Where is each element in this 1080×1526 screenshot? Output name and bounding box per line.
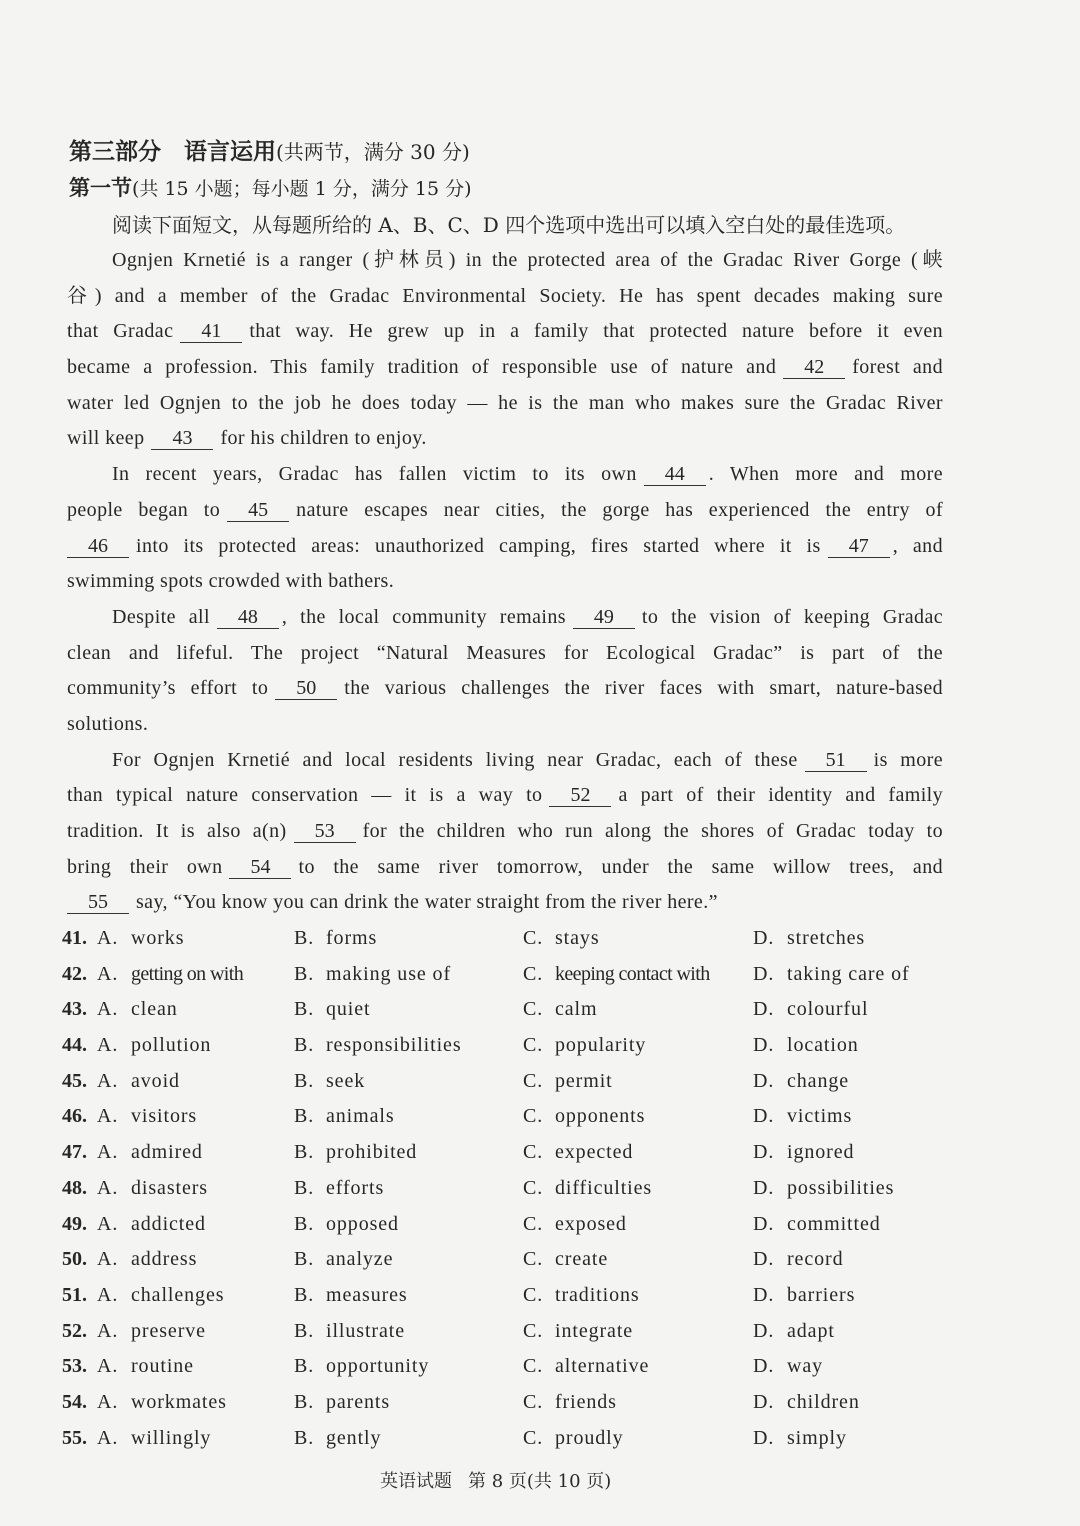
option-a: avoid xyxy=(131,1069,180,1092)
option-letter-d: D. xyxy=(753,1426,775,1449)
passage-text: water led Ognjen to the job he does today — he is the man who makes sure the Gradac River xyxy=(67,391,943,414)
passage-text: community’s effort to xyxy=(67,677,269,700)
option-b: efforts xyxy=(326,1176,385,1199)
passage-line xyxy=(67,314,943,350)
passage-text: will keep xyxy=(67,427,145,450)
option-letter-b: B. xyxy=(294,1034,315,1057)
option-a: works xyxy=(131,927,185,949)
option-letter-a: A. xyxy=(97,1212,119,1235)
option-letter-b: B. xyxy=(294,1212,315,1235)
option-letter-c: C. xyxy=(523,1105,544,1128)
passage-text: Despite all xyxy=(112,605,210,628)
passage-text: swimming spots crowded with bathers. xyxy=(67,570,395,593)
option-letter-b: B. xyxy=(294,1069,315,1092)
option-letter-d: D. xyxy=(753,962,775,985)
option-letter-a: A. xyxy=(97,1355,119,1378)
question-row xyxy=(0,957,1080,993)
question-row xyxy=(0,1385,1080,1421)
option-letter-c: C. xyxy=(523,1283,544,1306)
passage-text: the various challenges the river faces with smart, nature-based xyxy=(344,677,943,700)
passage-text: . When more and more xyxy=(708,463,943,486)
option-letter-b: B. xyxy=(294,1105,315,1128)
footer-subject: 英语试题 xyxy=(380,1471,452,1492)
option-letter-d: D. xyxy=(753,1390,775,1413)
blank-55: 55 xyxy=(67,891,129,914)
option-letter-d: D. xyxy=(753,1319,775,1342)
passage-line xyxy=(67,671,943,707)
option-c: popularity xyxy=(555,1034,647,1057)
option-letter-a: A. xyxy=(97,1248,119,1271)
option-c: opponents xyxy=(555,1105,646,1128)
option-letter-c: C. xyxy=(523,1212,544,1235)
option-c: stays xyxy=(555,927,600,949)
option-b: parents xyxy=(326,1390,391,1413)
option-d: simply xyxy=(787,1426,847,1449)
passage-line xyxy=(67,529,943,565)
option-c: alternative xyxy=(555,1355,650,1378)
option-d: possibilities xyxy=(787,1176,895,1199)
passage-text: In recent years, Gradac has fallen victim to its own xyxy=(112,463,637,486)
instructions: 阅读下面短文，从每题所给的 A、B、C、D 四个选项中选出可以填入空白处的最佳选项。 xyxy=(112,213,906,237)
option-letter-c: C. xyxy=(523,1176,544,1199)
page-footer xyxy=(380,1468,611,1496)
passage-line xyxy=(67,564,943,600)
option-a: willingly xyxy=(131,1426,212,1449)
option-letter-a: A. xyxy=(97,1141,119,1164)
question-number: 41. xyxy=(62,927,87,949)
option-b: gently xyxy=(326,1426,382,1449)
option-d: change xyxy=(787,1069,850,1092)
option-letter-a: A. xyxy=(97,1034,119,1057)
question-row xyxy=(0,921,1080,957)
option-c: exposed xyxy=(555,1212,627,1235)
option-letter-c: C. xyxy=(523,1319,544,1342)
passage-text: a part of their identity and family xyxy=(618,784,944,807)
option-b: analyze xyxy=(326,1248,394,1271)
blank-45: 45 xyxy=(227,499,289,522)
option-letter-a: A. xyxy=(97,998,119,1021)
option-c: create xyxy=(555,1248,609,1271)
option-a: clean xyxy=(131,998,178,1021)
question-row xyxy=(0,1135,1080,1171)
option-b: making use of xyxy=(326,962,452,985)
option-letter-b: B. xyxy=(294,1390,315,1413)
option-c: keeping contact with xyxy=(555,962,710,985)
passage-line xyxy=(67,814,943,850)
option-b: animals xyxy=(326,1105,395,1128)
option-d: ignored xyxy=(787,1141,855,1164)
option-letter-a: A. xyxy=(97,1069,119,1092)
options-list xyxy=(0,921,1080,1456)
option-letter-a: A. xyxy=(97,1105,119,1128)
passage-text: that way. He grew up in a family that protected nature before it even xyxy=(249,320,944,343)
blank-41: 41 xyxy=(180,320,242,343)
question-number: 42. xyxy=(62,962,87,985)
option-b: forms xyxy=(326,927,378,949)
option-letter-d: D. xyxy=(753,1283,775,1306)
question-row xyxy=(0,1242,1080,1278)
option-b: opportunity xyxy=(326,1355,430,1378)
option-letter-d: D. xyxy=(753,1069,775,1092)
question-row xyxy=(0,1421,1080,1457)
option-b: illustrate xyxy=(326,1319,405,1342)
option-letter-d: D. xyxy=(753,1034,775,1057)
option-letter-b: B. xyxy=(294,1283,315,1306)
option-letter-a: A. xyxy=(97,962,119,985)
passage-line xyxy=(67,850,943,886)
option-d: way xyxy=(787,1355,824,1378)
passage-text: became a profession. This family tradition of responsible use of nature and xyxy=(67,356,777,379)
question-number: 48. xyxy=(62,1176,87,1199)
option-d: children xyxy=(787,1390,860,1413)
passage-text: solutions. xyxy=(67,712,149,735)
question-number: 43. xyxy=(62,998,87,1021)
footer-page-number: 第 8 页(共 10 页) xyxy=(468,1471,612,1492)
passage-text: , and xyxy=(892,534,943,557)
passage-text: clean and lifeful. The project “Natural Measures for Ecological Gradac” is part of the xyxy=(67,641,943,664)
passage-line xyxy=(67,743,943,779)
option-letter-a: A. xyxy=(97,1426,119,1449)
question-number: 46. xyxy=(62,1105,87,1128)
section-heading xyxy=(69,173,472,205)
option-c: permit xyxy=(555,1069,613,1092)
passage-text: say, “You know you can drink the water straight from the river here.” xyxy=(136,891,718,914)
option-c: calm xyxy=(555,998,598,1021)
question-row xyxy=(0,1064,1080,1100)
question-row xyxy=(0,1207,1080,1243)
option-b: seek xyxy=(326,1069,366,1092)
question-number: 49. xyxy=(62,1212,87,1235)
option-a: getting on with xyxy=(131,962,244,985)
passage-line xyxy=(67,885,943,921)
blank-48: 48 xyxy=(217,606,279,629)
blank-53: 53 xyxy=(294,820,356,843)
passage-text: to the same river tomorrow, under the same willow trees, and xyxy=(298,855,943,878)
blank-49: 49 xyxy=(573,606,635,629)
blank-43: 43 xyxy=(151,427,213,450)
option-letter-d: D. xyxy=(753,927,775,949)
option-b: quiet xyxy=(326,998,371,1021)
option-letter-c: C. xyxy=(523,962,544,985)
passage-text: for the children who run along the shores of Gradac today to xyxy=(362,820,943,842)
option-letter-d: D. xyxy=(753,1355,775,1378)
option-letter-b: B. xyxy=(294,998,315,1021)
option-letter-c: C. xyxy=(523,1069,544,1092)
question-row xyxy=(0,992,1080,1028)
option-letter-a: A. xyxy=(97,1283,119,1306)
passage-line xyxy=(67,421,943,457)
option-b: responsibilities xyxy=(326,1034,462,1057)
option-d: taking care of xyxy=(787,962,910,985)
passage-text: for his children to enjoy. xyxy=(220,427,427,450)
question-row xyxy=(0,1171,1080,1207)
option-a: disasters xyxy=(131,1176,208,1199)
question-number: 55. xyxy=(62,1426,87,1449)
option-a: routine xyxy=(131,1355,194,1378)
option-letter-b: B. xyxy=(294,1248,315,1271)
passage-text: nature escapes near cities, the gorge has experienced the entry of xyxy=(296,498,944,521)
question-number: 47. xyxy=(62,1141,87,1164)
option-a: workmates xyxy=(131,1390,227,1413)
passage-text: , the local community remains xyxy=(281,605,566,628)
question-row xyxy=(0,1314,1080,1350)
passage-text: that Gradac xyxy=(67,320,174,343)
option-letter-b: B. xyxy=(294,1319,315,1342)
passage-line xyxy=(67,386,943,422)
option-letter-a: A. xyxy=(97,1390,119,1413)
option-b: measures xyxy=(326,1283,408,1306)
option-letter-d: D. xyxy=(753,1212,775,1235)
option-a: visitors xyxy=(131,1105,198,1128)
option-letter-d: D. xyxy=(753,1105,775,1128)
option-letter-d: D. xyxy=(753,998,775,1021)
blank-52: 52 xyxy=(549,784,611,807)
question-number: 45. xyxy=(62,1069,87,1092)
option-d: colourful xyxy=(787,998,869,1021)
passage-line xyxy=(67,493,943,529)
blank-47: 47 xyxy=(828,535,890,558)
option-a: addicted xyxy=(131,1212,206,1235)
option-c: difficulties xyxy=(555,1176,653,1199)
option-letter-b: B. xyxy=(294,962,315,985)
passage-text: people began to xyxy=(67,498,221,521)
passage-line xyxy=(67,707,943,743)
question-number: 52. xyxy=(62,1319,87,1342)
question-number: 51. xyxy=(62,1283,87,1306)
option-letter-d: D. xyxy=(753,1248,775,1271)
blank-44: 44 xyxy=(644,463,706,486)
option-c: proudly xyxy=(555,1426,624,1449)
option-letter-b: B. xyxy=(294,1426,315,1449)
question-number: 44. xyxy=(62,1034,87,1057)
passage-text: forest and xyxy=(852,356,943,379)
blank-46: 46 xyxy=(67,535,129,558)
option-letter-c: C. xyxy=(523,1141,544,1164)
blank-50: 50 xyxy=(275,677,337,700)
option-letter-c: C. xyxy=(523,1248,544,1271)
passage-text: 谷) and a member of the Gradac Environmental Society. He has spent decades making sure xyxy=(67,284,943,307)
option-letter-b: B. xyxy=(294,1355,315,1378)
passage-line xyxy=(67,636,943,672)
passage xyxy=(67,243,943,921)
passage-text: tradition. It is also a(n) xyxy=(67,820,287,842)
option-letter-d: D. xyxy=(753,1176,775,1199)
section-title: 第一节 xyxy=(69,176,132,200)
option-c: integrate xyxy=(555,1319,634,1342)
part-note: (共两节，满分 30 分) xyxy=(276,140,470,164)
blank-54: 54 xyxy=(229,856,291,879)
option-letter-a: A. xyxy=(97,1319,119,1342)
question-row xyxy=(0,1028,1080,1064)
option-letter-b: B. xyxy=(294,927,315,949)
section-note: (共 15 小题；每小题 1 分，满分 15 分) xyxy=(132,178,472,200)
option-a: challenges xyxy=(131,1283,225,1306)
option-b: opposed xyxy=(326,1212,399,1235)
blank-42: 42 xyxy=(783,356,845,379)
passage-line xyxy=(67,350,943,386)
option-a: address xyxy=(131,1248,198,1271)
question-number: 54. xyxy=(62,1390,87,1413)
part-heading xyxy=(69,136,470,170)
option-letter-a: A. xyxy=(97,1176,119,1199)
passage-text: into its protected areas: unauthorized camping, fires started where it is xyxy=(136,534,821,557)
passage-text: For Ognjen Krnetié and local residents living near Gradac, each of these xyxy=(112,748,798,771)
option-d: stretches xyxy=(787,927,866,949)
option-c: friends xyxy=(555,1390,617,1413)
passage-text: to the vision of keeping Gradac xyxy=(641,605,943,628)
option-d: location xyxy=(787,1034,859,1057)
option-a: preserve xyxy=(131,1319,206,1342)
passage-line xyxy=(67,600,943,636)
option-letter-c: C. xyxy=(523,1390,544,1413)
option-letter-c: C. xyxy=(523,1355,544,1378)
question-row xyxy=(0,1278,1080,1314)
passage-text: Ognjen Krnetié is a ranger (护林员) in the protected area of the Gradac River Gorge (峡 xyxy=(112,249,943,271)
option-letter-c: C. xyxy=(523,998,544,1021)
option-letter-c: C. xyxy=(523,1034,544,1057)
option-d: barriers xyxy=(787,1283,856,1306)
passage-line xyxy=(67,778,943,814)
option-d: committed xyxy=(787,1212,881,1235)
passage-line xyxy=(67,243,943,279)
option-letter-b: B. xyxy=(294,1141,315,1164)
option-c: expected xyxy=(555,1141,634,1164)
option-d: adapt xyxy=(787,1319,835,1342)
passage-line xyxy=(67,279,943,315)
question-row xyxy=(0,1099,1080,1135)
option-d: victims xyxy=(787,1105,853,1128)
blank-51: 51 xyxy=(805,749,867,772)
option-letter-a: A. xyxy=(97,927,119,949)
question-number: 50. xyxy=(62,1248,87,1271)
option-a: pollution xyxy=(131,1034,212,1057)
passage-text: than typical nature conservation — it is a way to xyxy=(67,784,543,807)
option-letter-d: D. xyxy=(753,1141,775,1164)
passage-text: bring their own xyxy=(67,855,223,878)
option-letter-c: C. xyxy=(523,1426,544,1449)
option-letter-b: B. xyxy=(294,1176,315,1199)
question-row xyxy=(0,1349,1080,1385)
part-title: 第三部分 语言运用 xyxy=(69,139,276,165)
question-number: 53. xyxy=(62,1355,87,1378)
passage-line xyxy=(67,457,943,493)
option-letter-c: C. xyxy=(523,927,544,949)
option-a: admired xyxy=(131,1141,203,1164)
option-b: prohibited xyxy=(326,1141,418,1164)
passage-text: is more xyxy=(873,748,943,771)
option-c: traditions xyxy=(555,1283,640,1306)
option-d: record xyxy=(787,1248,844,1271)
